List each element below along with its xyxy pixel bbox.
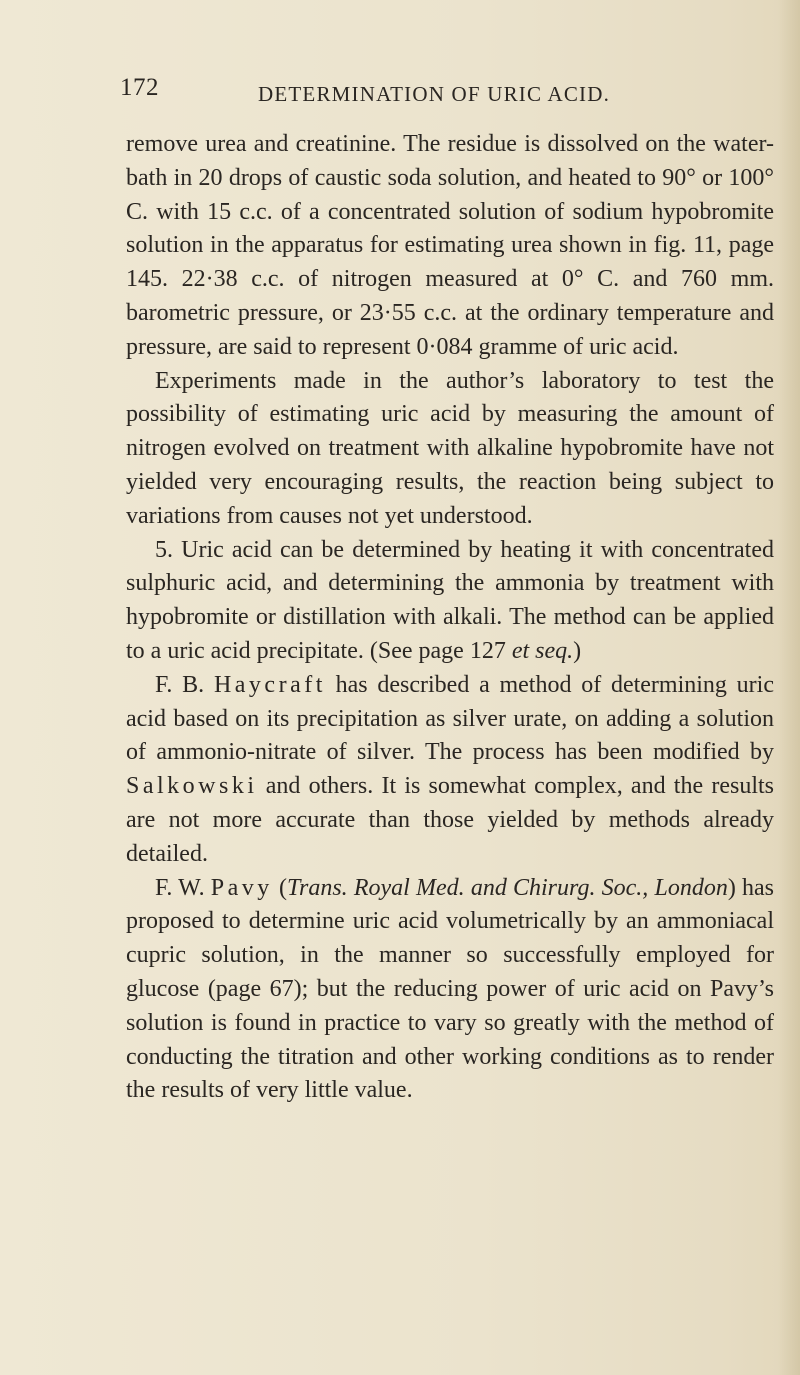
author-name-salkowski: Salkowski	[126, 773, 258, 800]
paragraph-3-text: 5. Uric acid can be determined by heating it with concentrated sulphuric acid, and determining the ammonia by treatment with hypobromite or distillation with alkali. The method can be applied to a uric acid precipitate. (See page 127	[126, 536, 774, 664]
page-header	[120, 74, 760, 114]
paragraph-5-text: ) has proposed to determine uric acid volumetrically by an ammoniacal cupric solution, in the manner so successfully employed for glucose (page 67); but the reducing power of uric acid on Pavy’s solution is found in practice to vary so greatly with the method of conducting the titration and other working conditions as to render the results of very little value.	[126, 874, 774, 1104]
paragraph-3	[126, 534, 774, 669]
paragraph-1: remove urea and creatinine. The residue is dissolved on the water-bath in 20 drops of caustic soda solution, and heated to 90° or 100° C. with 15 c.c. of a concentrated solution of sodium hypobromite solution in the apparatus for estimating urea shown in fig. 11, page 145. 22·38 c.c. of nitrogen measured at 0° C. and 760 mm. barometric pressure, or 23·55 c.c. at the ordinary temperature and pressure, are said to represent 0·084 gramme of uric acid.	[126, 131, 774, 360]
paragraph-4-text-b: and others. It is somewhat complex, and the results are not more accurate than those yielded by methods already detailed.	[126, 773, 774, 867]
paragraph-4-text-a: has described a method of determining uric acid based on its precipitation as silver urate, on adding a solution of ammonio-nitrate of silver. The process has been modified by	[126, 671, 774, 766]
paragraph-3-italic: et seq.	[511, 637, 574, 664]
author-name-haycraft: Haycraft	[213, 671, 326, 698]
paragraph-2: Experiments made in the author’s laboratory to test the possibility of estimating uric acid by measuring the amount of nitrogen evolved on treatment with alkaline hypobromite have not yielded very encouraging results, the reaction being subject to variations from causes not yet understood.	[126, 367, 774, 529]
page-edge-shadow	[778, 0, 800, 1375]
paragraph-5	[126, 872, 774, 1109]
body-text	[126, 128, 774, 1108]
paragraph-3-end: )	[573, 637, 582, 664]
paragraph-4	[126, 669, 774, 872]
paragraph-5-initials: F. W.	[155, 874, 211, 901]
page-number: 172	[120, 74, 159, 101]
citation-journal: Trans. Royal Med. and Chirurg. Soc., London	[286, 874, 728, 901]
paragraph-4-initials: F. B.	[155, 671, 214, 698]
running-title: DETERMINATION OF URIC ACID.	[258, 82, 611, 106]
author-name-pavy: Pavy	[210, 874, 273, 901]
paragraph-5-open: (	[272, 874, 287, 901]
